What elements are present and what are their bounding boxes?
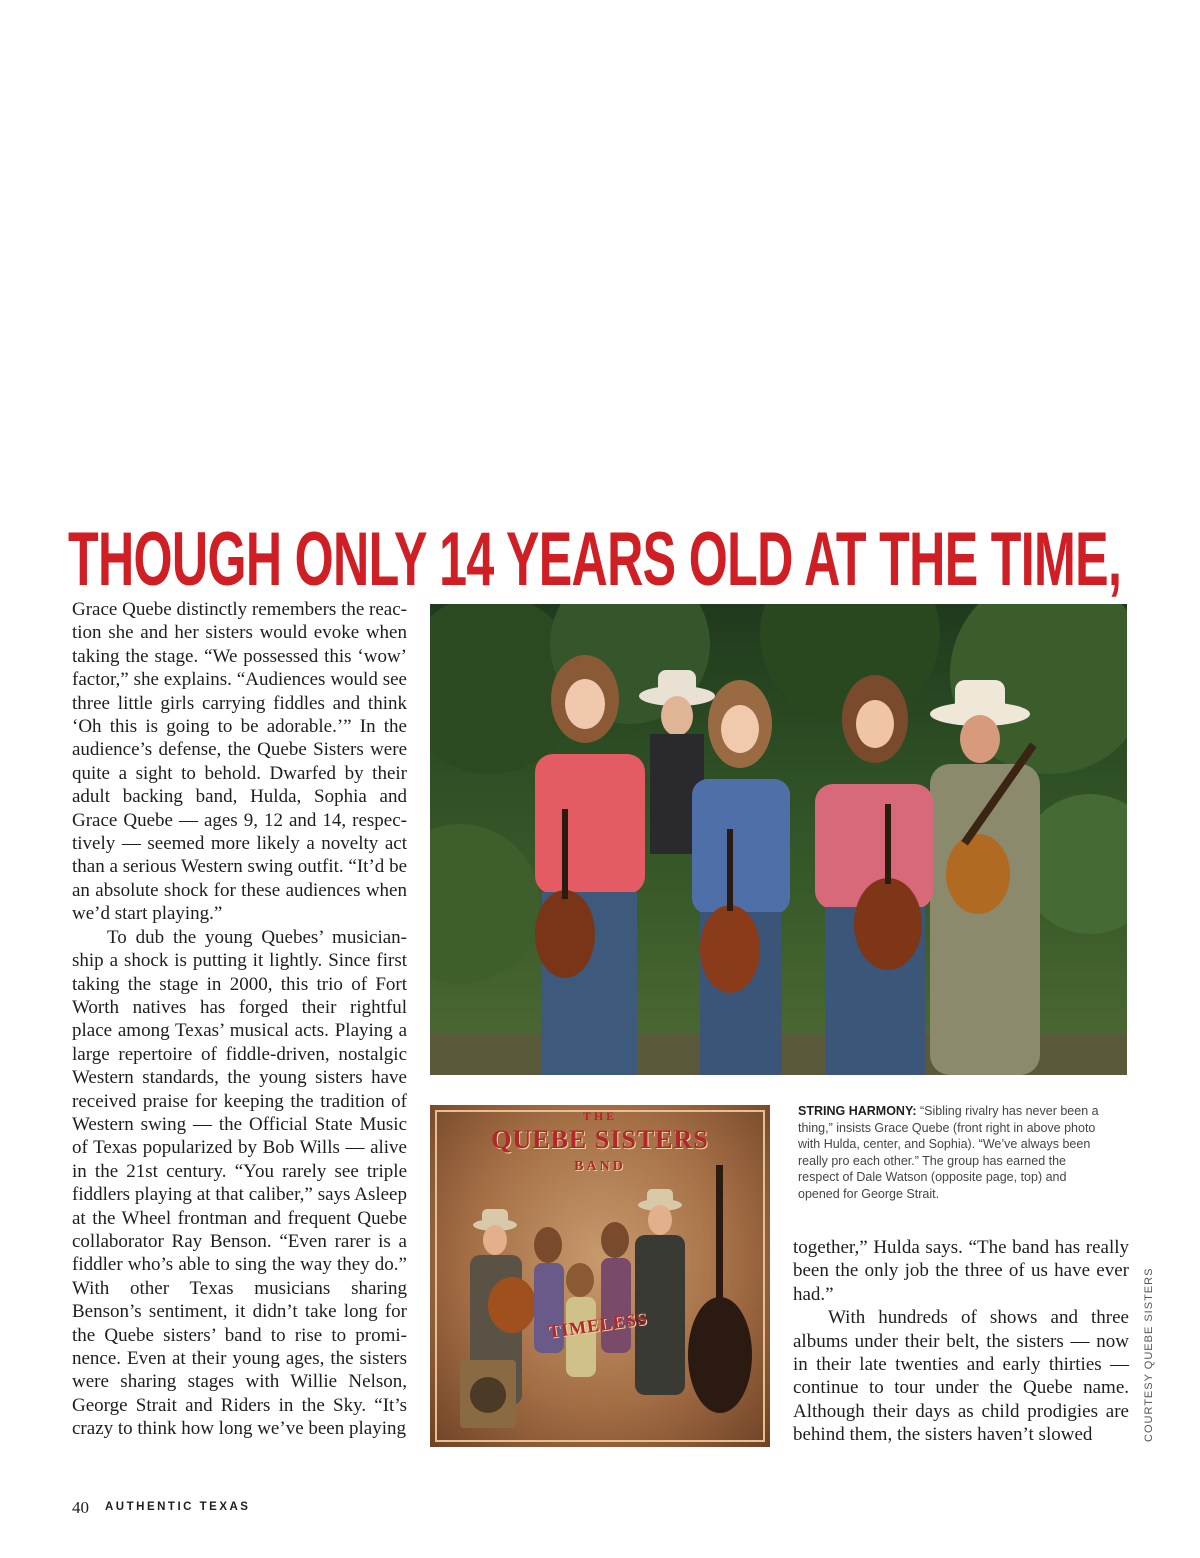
- album-cover: [430, 1105, 770, 1447]
- page-number: 40: [72, 1498, 89, 1517]
- article-paragraph: together,” Hulda says. “The band has really been the only job the three of us have ever had.”: [793, 1237, 1129, 1305]
- article-paragraph: To dub the young Quebes’ musicianship a shock is putting it lightly. Since first taking the stage in 2000, this trio of Fort Worth natives has forged their rightful place among Texas’ musical acts. Playing a large repertoire of fiddle-driven, nostalgic Western standards, the young sisters have received praise for keeping the tradition of Western swing — the Official State Music of Texas popularized by Bob Wills — alive in the 21st century. “You rarely see triple fiddlers playing at that caliber,” says Asleep at the Wheel frontman and frequent Quebe collaborator Ray Benson. “Even rarer is a fiddler who’s able to sing the way they do.” With other Texas musicians sharing Benson’s sentiment, it didn’t take long for the Quebe sisters’ band to rise to prominence. Even at their young ages, the sisters were sharing stages with Willie Nelson, George Strait and Riders in the Sky. “It’s crazy to think how long we’ve been playing: [72, 926, 407, 1440]
- article-paragraph: Grace Quebe distinctly remembers the reaction she and her sisters would evoke when taking the stage. “We possessed this ‘wow’ factor,” she explains. “Audiences would see three little girls carrying fiddles and think ‘Oh this is going to be adorable.’” In the audience’s defense, the Quebe Sisters were quite a sight to behold. Dwarfed by their adult backing band, Hulda, Sophia and Grace Quebe — ages 9, 12 and 14, respectively — seemed more likely a novelty act than a serious Western swing outfit. “It’d be an absolute shock for these audiences when we’d start playing.”: [72, 599, 407, 925]
- article-left-column: [72, 598, 407, 1441]
- article-right-column: [793, 1236, 1129, 1447]
- band-photo-illustration: [430, 604, 1127, 1075]
- caption-label: STRING HARMONY:: [798, 1104, 917, 1118]
- album-name: TIMELESS: [547, 1308, 649, 1342]
- article-paragraph: With hundreds of shows and three albums under their belt, the sisters — now in their late twenties and early thirties — continue to tour under the Quebe name. Although their days as child prodigies are behind them, the sisters haven’t slowed: [793, 1307, 1129, 1446]
- caption-text: “Sibling rivalry has never been a thing,” insists Grace Quebe (front right in above photo with Hulda, center, and Sophia). “We’ve always been really pro each other.” The group has earned the respect of Dale Watson (opposite page, top) and opened for George Strait.: [798, 1104, 1099, 1201]
- album-cover-illustration: [430, 1105, 770, 1447]
- photo-caption: [798, 1103, 1108, 1202]
- headline: THOUGH ONLY 14 YEARS OLD AT THE TIME,: [68, 517, 1122, 602]
- album-title: QUEBE SISTERS: [491, 1125, 709, 1154]
- magazine-name: AUTHENTIC TEXAS: [105, 1501, 251, 1513]
- album-subtitle: BAND: [574, 1159, 626, 1174]
- band-photo: [430, 604, 1127, 1075]
- album-the: THE: [582, 1109, 618, 1123]
- photo-credit: COURTESY QUEBE SISTERS: [1143, 1267, 1155, 1442]
